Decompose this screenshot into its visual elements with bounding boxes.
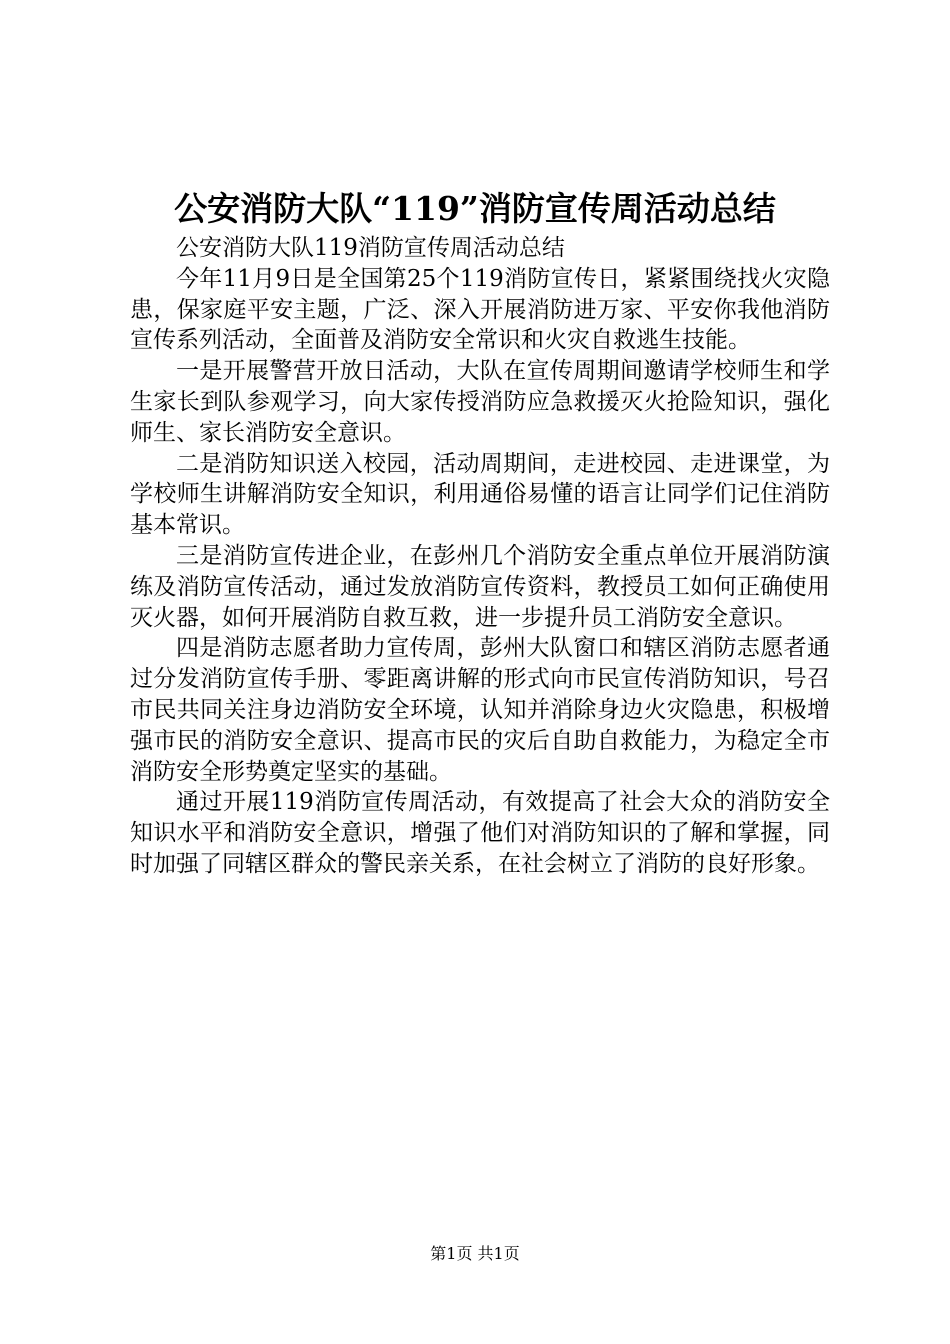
page-footer: 第1页 共1页 bbox=[430, 1244, 520, 1263]
body-paragraph: 通过开展119消防宣传周活动，有效提高了社会大众的消防安全知识水平和消防安全意识，增强了他们对消防知识的了解和掌握，同时加强了同辖区群众的警民亲关系，在社会树立了消防的良好形象。 bbox=[130, 789, 830, 877]
body-paragraph: 今年11月9日是全国第25个119消防宣传日，紧紧围绕找火灾隐患，保家庭平安主题，广泛、深入开展消防进万家、平安你我他消防宣传系列活动，全面普及消防安全常识和火灾自救逃生技能。 bbox=[130, 265, 830, 354]
body-paragraph: 三是消防宣传进企业，在彭州几个消防安全重点单位开展消防演练及消防宣传活动，通过发放消防宣传资料，教授员工如何正确使用灭火器，如何开展消防自救互救，进一步提升员工消防安全意识。 bbox=[130, 542, 830, 631]
body-paragraph: 四是消防志愿者助力宣传周，彭州大队窗口和辖区消防志愿者通过分发消防宣传手册、零距离讲解的形式向市民宣传消防知识，号召市民共同关注身边消防安全环境，认知并消除身边火灾隐患，积极增强市民的消防安全意识、提高市民的灾后自助自救能力，为稳定全市消防安全形势奠定坚实的基础。 bbox=[130, 635, 830, 785]
body-paragraph: 二是消防知识送入校园，活动周期间，走进校园、走进课堂，为学校师生讲解消防安全知识，利用通俗易懂的语言让同学们记住消防基本常识。 bbox=[130, 450, 830, 539]
document-body bbox=[130, 233, 830, 880]
body-paragraph: 公安消防大队119消防宣传周活动总结 bbox=[176, 235, 565, 261]
document-title: 公安消防大队“119”消防宣传周活动总结 bbox=[174, 189, 776, 228]
body-paragraph: 一是开展警营开放日活动，大队在宣传周期间邀请学校师生和学生家长到队参观学习，向大家传授消防应急救援灭火抢险知识，强化师生、家长消防安全意识。 bbox=[130, 358, 830, 446]
